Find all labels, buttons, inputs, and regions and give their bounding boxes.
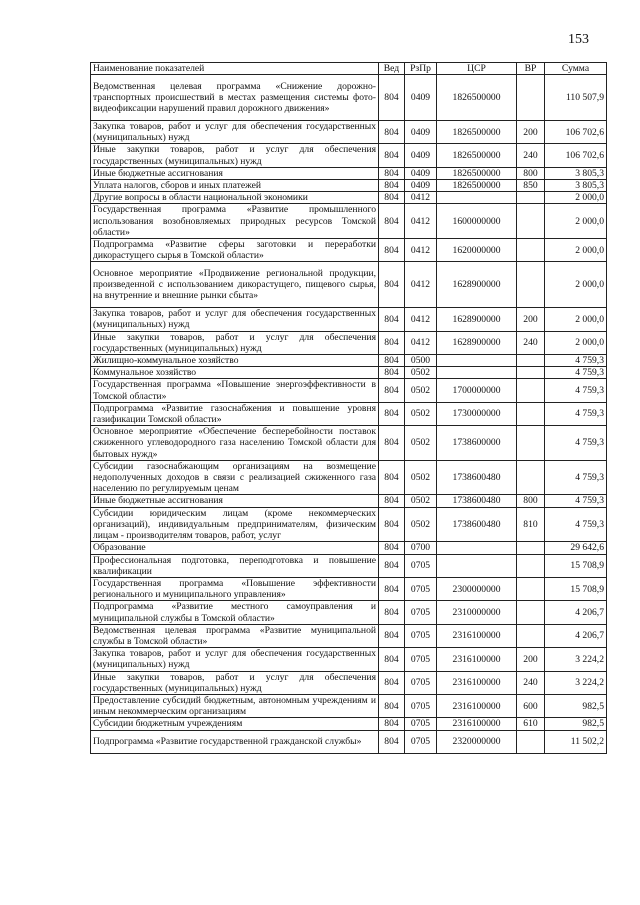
cell-csr: 2300000000	[437, 577, 517, 600]
cell-name: Иные бюджетные ассигнования	[91, 167, 379, 179]
cell-sum: 3 805,3	[545, 167, 607, 179]
cell-rzpr: 0412	[405, 331, 437, 354]
cell-name: Коммунальное хозяйство	[91, 367, 379, 379]
cell-csr: 1826500000	[437, 167, 517, 179]
table-row	[91, 121, 607, 144]
cell-ved: 804	[379, 121, 405, 144]
cell-csr: 2320000000	[437, 730, 517, 753]
cell-sum: 4 206,7	[545, 624, 607, 647]
cell-sum: 2 000,0	[545, 262, 607, 308]
cell-name: Подпрограмма «Развитие местного самоуправления и муниципальной службы в Томской области»	[91, 601, 379, 624]
cell-ved: 804	[379, 577, 405, 600]
page-number: 153	[568, 32, 589, 47]
cell-csr: 1826500000	[437, 144, 517, 167]
header-rzpr: РзПр	[405, 63, 437, 75]
cell-csr	[437, 355, 517, 367]
cell-csr: 1826500000	[437, 121, 517, 144]
cell-vr: 200	[517, 121, 545, 144]
cell-rzpr: 0705	[405, 718, 437, 730]
cell-sum: 2 000,0	[545, 331, 607, 354]
cell-name: Государственная программа «Повышение эффективности регионального и муниципального управления»	[91, 577, 379, 600]
cell-name: Субсидии бюджетным учреждениям	[91, 718, 379, 730]
cell-csr: 2310000000	[437, 601, 517, 624]
cell-name: Иные бюджетные ассигнования	[91, 495, 379, 507]
table-row	[91, 460, 607, 495]
cell-name: Основное мероприятие «Обеспечение бесперебойности поставок сжиженного углеводородного газа населению Томской области для бытовых нужд»	[91, 426, 379, 461]
cell-rzpr: 0502	[405, 495, 437, 507]
cell-vr	[517, 379, 545, 402]
cell-ved: 804	[379, 262, 405, 308]
cell-sum: 15 708,9	[545, 577, 607, 600]
cell-vr	[517, 75, 545, 121]
table-row	[91, 308, 607, 331]
cell-csr: 2316100000	[437, 694, 517, 717]
cell-name: Субсидии газоснабжающим организациям на возмещение недополученных доходов в связи с реализацией сжиженного газа населению по регулируемым ценам	[91, 460, 379, 495]
cell-ved: 804	[379, 331, 405, 354]
cell-ved: 804	[379, 180, 405, 192]
cell-name: Закупка товаров, работ и услуг для обеспечения государственных (муниципальных) нужд	[91, 121, 379, 144]
cell-vr	[517, 204, 545, 239]
table-row	[91, 730, 607, 753]
cell-vr	[517, 239, 545, 262]
cell-csr: 1826500000	[437, 75, 517, 121]
budget-table	[90, 62, 607, 754]
cell-sum: 106 702,6	[545, 144, 607, 167]
cell-sum: 2 000,0	[545, 204, 607, 239]
cell-rzpr: 0409	[405, 121, 437, 144]
cell-vr: 200	[517, 308, 545, 331]
cell-rzpr: 0502	[405, 367, 437, 379]
header-name: Наименование показателей	[91, 63, 379, 75]
cell-sum: 29 642,6	[545, 542, 607, 554]
cell-csr: 1620000000	[437, 239, 517, 262]
cell-csr: 1738600480	[437, 495, 517, 507]
cell-sum: 11 502,2	[545, 730, 607, 753]
cell-name: Субсидии юридическим лицам (кроме некоммерческих организаций), индивидуальным предпринимателям, физическим лицам - производителям товаров, работ, услуг	[91, 507, 379, 542]
cell-ved: 804	[379, 507, 405, 542]
cell-vr	[517, 730, 545, 753]
cell-sum: 4 759,3	[545, 402, 607, 425]
table-body	[91, 75, 607, 754]
header-sum: Сумма	[545, 63, 607, 75]
cell-csr: 1738600480	[437, 460, 517, 495]
cell-ved: 804	[379, 554, 405, 577]
table-row	[91, 577, 607, 600]
table-row	[91, 554, 607, 577]
cell-sum: 15 708,9	[545, 554, 607, 577]
cell-rzpr: 0412	[405, 204, 437, 239]
cell-name: Другие вопросы в области национальной экономики	[91, 192, 379, 204]
cell-vr: 850	[517, 180, 545, 192]
table-row	[91, 542, 607, 554]
cell-rzpr: 0412	[405, 239, 437, 262]
cell-rzpr: 0502	[405, 507, 437, 542]
cell-sum: 2 000,0	[545, 239, 607, 262]
cell-sum: 4 759,3	[545, 460, 607, 495]
table-row	[91, 192, 607, 204]
cell-rzpr: 0409	[405, 144, 437, 167]
cell-rzpr: 0502	[405, 402, 437, 425]
cell-rzpr: 0409	[405, 180, 437, 192]
cell-csr: 1738600480	[437, 507, 517, 542]
cell-ved: 804	[379, 402, 405, 425]
cell-ved: 804	[379, 671, 405, 694]
table-row	[91, 624, 607, 647]
cell-name: Уплата налогов, сборов и иных платежей	[91, 180, 379, 192]
cell-name: Иные закупки товаров, работ и услуг для обеспечения государственных (муниципальных) нужд	[91, 144, 379, 167]
table-row	[91, 379, 607, 402]
table-row	[91, 402, 607, 425]
cell-ved: 804	[379, 718, 405, 730]
cell-csr: 2316100000	[437, 648, 517, 671]
cell-vr: 810	[517, 507, 545, 542]
cell-csr	[437, 542, 517, 554]
cell-rzpr: 0705	[405, 577, 437, 600]
cell-vr	[517, 554, 545, 577]
cell-csr: 1628900000	[437, 331, 517, 354]
cell-rzpr: 0502	[405, 460, 437, 495]
cell-rzpr: 0705	[405, 624, 437, 647]
cell-name: Ведомственная целевая программа «Снижение дорожно-транспортных происшествий в местах размещения системы фото-видеофиксации нарушений правил дорожного движения»	[91, 75, 379, 121]
cell-csr: 2316100000	[437, 624, 517, 647]
cell-csr: 1730000000	[437, 402, 517, 425]
cell-vr: 240	[517, 331, 545, 354]
cell-rzpr: 0705	[405, 648, 437, 671]
cell-rzpr: 0502	[405, 426, 437, 461]
cell-sum: 4 759,3	[545, 426, 607, 461]
cell-sum: 4 759,3	[545, 355, 607, 367]
table-row	[91, 75, 607, 121]
cell-csr: 1600000000	[437, 204, 517, 239]
cell-name: Государственная программа «Повышение энергоэффективности в Томской области»	[91, 379, 379, 402]
table-row	[91, 601, 607, 624]
cell-rzpr: 0705	[405, 730, 437, 753]
cell-name: Подпрограмма «Развитие государственной гражданской службы»	[91, 730, 379, 753]
cell-rzpr: 0409	[405, 75, 437, 121]
cell-sum: 3 805,3	[545, 180, 607, 192]
cell-name: Закупка товаров, работ и услуг для обеспечения государственных (муниципальных) нужд	[91, 308, 379, 331]
cell-sum: 4 759,3	[545, 495, 607, 507]
cell-ved: 804	[379, 239, 405, 262]
cell-ved: 804	[379, 75, 405, 121]
cell-vr	[517, 624, 545, 647]
table-row	[91, 331, 607, 354]
cell-vr	[517, 367, 545, 379]
header-csr: ЦСР	[437, 63, 517, 75]
table-row	[91, 694, 607, 717]
cell-sum: 3 224,2	[545, 648, 607, 671]
cell-rzpr: 0412	[405, 308, 437, 331]
cell-vr: 240	[517, 671, 545, 694]
cell-name: Образование	[91, 542, 379, 554]
cell-sum: 106 702,6	[545, 121, 607, 144]
cell-sum: 3 224,2	[545, 671, 607, 694]
cell-sum: 2 000,0	[545, 192, 607, 204]
cell-sum: 982,5	[545, 694, 607, 717]
table-row	[91, 648, 607, 671]
table-row	[91, 167, 607, 179]
cell-ved: 804	[379, 355, 405, 367]
table-row	[91, 718, 607, 730]
cell-rzpr: 0705	[405, 694, 437, 717]
cell-ved: 804	[379, 730, 405, 753]
cell-ved: 804	[379, 495, 405, 507]
cell-name: Подпрограмма «Развитие сферы заготовки и переработки дикорастущего сырья в Томской области»	[91, 239, 379, 262]
table-row	[91, 495, 607, 507]
cell-name: Профессиональная подготовка, переподготовка и повышение квалификации	[91, 554, 379, 577]
table-row	[91, 204, 607, 239]
cell-vr: 200	[517, 648, 545, 671]
cell-ved: 804	[379, 542, 405, 554]
table-row	[91, 367, 607, 379]
cell-ved: 804	[379, 694, 405, 717]
cell-sum: 110 507,9	[545, 75, 607, 121]
cell-vr	[517, 192, 545, 204]
table-row	[91, 144, 607, 167]
cell-vr	[517, 542, 545, 554]
cell-ved: 804	[379, 601, 405, 624]
cell-rzpr: 0412	[405, 192, 437, 204]
cell-name: Иные закупки товаров, работ и услуг для обеспечения государственных (муниципальных) нужд	[91, 331, 379, 354]
cell-vr: 800	[517, 167, 545, 179]
cell-vr: 610	[517, 718, 545, 730]
cell-sum: 982,5	[545, 718, 607, 730]
cell-rzpr: 0705	[405, 554, 437, 577]
cell-name: Подпрограмма «Развитие газоснабжения и повышение уровня газификации Томской области»	[91, 402, 379, 425]
cell-rzpr: 0409	[405, 167, 437, 179]
cell-vr: 240	[517, 144, 545, 167]
cell-rzpr: 0412	[405, 262, 437, 308]
cell-rzpr: 0700	[405, 542, 437, 554]
table-row	[91, 262, 607, 308]
cell-ved: 804	[379, 144, 405, 167]
cell-csr: 1826500000	[437, 180, 517, 192]
table-row	[91, 355, 607, 367]
cell-ved: 804	[379, 379, 405, 402]
cell-sum: 2 000,0	[545, 308, 607, 331]
cell-vr	[517, 402, 545, 425]
cell-ved: 804	[379, 308, 405, 331]
cell-ved: 804	[379, 192, 405, 204]
table-row	[91, 180, 607, 192]
cell-rzpr: 0500	[405, 355, 437, 367]
cell-vr	[517, 355, 545, 367]
cell-ved: 804	[379, 624, 405, 647]
table-row	[91, 239, 607, 262]
cell-vr	[517, 460, 545, 495]
cell-csr: 1738600000	[437, 426, 517, 461]
cell-csr	[437, 554, 517, 577]
cell-name: Основное мероприятие «Продвижение региональной продукции, произведенной с использованием дикорастущего, пищевого сырья, на внутренние и внешние рынки сбыта»	[91, 262, 379, 308]
cell-rzpr: 0502	[405, 379, 437, 402]
cell-name: Предоставление субсидий бюджетным, автономным учреждениям и иным некоммерческим организациям	[91, 694, 379, 717]
cell-name: Ведомственная целевая программа «Развитие муниципальной службы в Томской области»	[91, 624, 379, 647]
cell-rzpr: 0705	[405, 671, 437, 694]
cell-name: Иные закупки товаров, работ и услуг для обеспечения государственных (муниципальных) нужд	[91, 671, 379, 694]
cell-ved: 804	[379, 204, 405, 239]
cell-csr: 2316100000	[437, 718, 517, 730]
cell-ved: 804	[379, 426, 405, 461]
cell-ved: 804	[379, 460, 405, 495]
cell-vr: 600	[517, 694, 545, 717]
cell-ved: 804	[379, 367, 405, 379]
cell-ved: 804	[379, 167, 405, 179]
header-vr: ВР	[517, 63, 545, 75]
cell-csr	[437, 192, 517, 204]
cell-csr: 1628900000	[437, 308, 517, 331]
cell-name: Государственная программа «Развитие промышленного использования возобновляемых природных ресурсов Томской области»	[91, 204, 379, 239]
cell-vr: 800	[517, 495, 545, 507]
cell-csr: 2316100000	[437, 671, 517, 694]
cell-vr	[517, 601, 545, 624]
table-header	[91, 63, 607, 75]
cell-csr	[437, 367, 517, 379]
cell-sum: 4 759,3	[545, 379, 607, 402]
cell-ved: 804	[379, 648, 405, 671]
table-row	[91, 426, 607, 461]
cell-sum: 4 206,7	[545, 601, 607, 624]
cell-vr	[517, 577, 545, 600]
cell-sum: 4 759,3	[545, 367, 607, 379]
cell-rzpr: 0705	[405, 601, 437, 624]
cell-csr: 1700000000	[437, 379, 517, 402]
cell-sum: 4 759,3	[545, 507, 607, 542]
table-row	[91, 671, 607, 694]
cell-name: Жилищно-коммунальное хозяйство	[91, 355, 379, 367]
cell-vr	[517, 426, 545, 461]
cell-name: Закупка товаров, работ и услуг для обеспечения государственных (муниципальных) нужд	[91, 648, 379, 671]
table-row	[91, 507, 607, 542]
cell-csr: 1628900000	[437, 262, 517, 308]
cell-vr	[517, 262, 545, 308]
header-ved: Вед	[379, 63, 405, 75]
